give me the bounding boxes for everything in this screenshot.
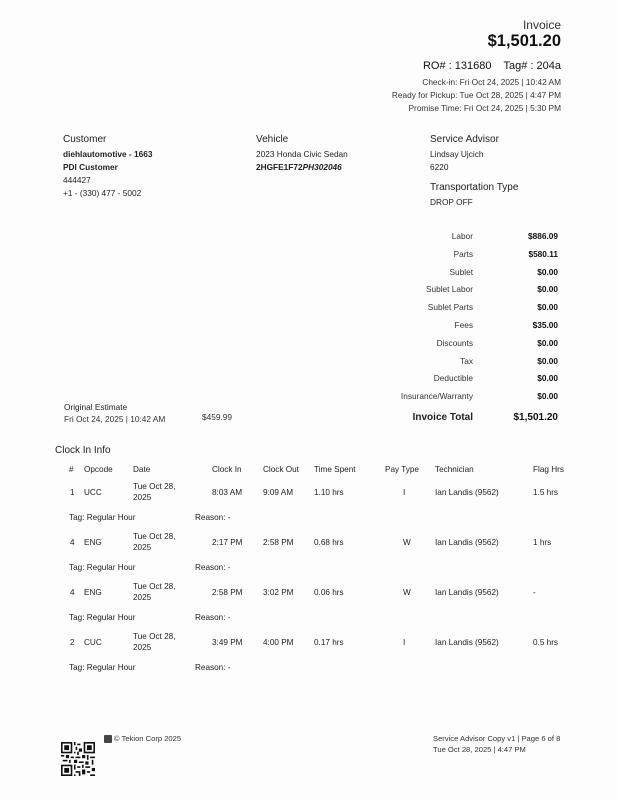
totals-value: $0.00 (537, 284, 558, 295)
column-header: Time Spent (314, 465, 356, 474)
tekion-logo-icon (104, 735, 112, 743)
row-flag-hrs: 1 hrs (533, 538, 552, 547)
row-reason: Reason: - (195, 563, 231, 572)
totals-label: Deductible (433, 373, 473, 384)
row-clock-in: 3:49 PM (212, 638, 243, 647)
ro-tag-line (423, 60, 561, 72)
vehicle-vin (256, 161, 348, 174)
row-tag: Tag: Regular Hour (69, 663, 136, 672)
column-header: Date (133, 465, 151, 474)
invoice-total-value: $1,501.20 (513, 412, 558, 423)
totals-value: $0.00 (537, 337, 558, 348)
row-flag-hrs: 1.5 hrs (533, 488, 559, 497)
advisor-block (430, 134, 499, 174)
totals-label: Parts (453, 248, 473, 259)
customer-phone: +1 - (330) 477 - 5002 (63, 188, 142, 198)
row-flag-hrs: 0.5 hrs (533, 638, 559, 647)
row-technician: Ian Landis (9562) (435, 588, 499, 597)
row-time-spent: 1.10 hrs (314, 488, 344, 497)
totals-value: $0.00 (537, 302, 558, 313)
row-opcode: CUC (84, 638, 102, 647)
row-date: Tue Oct 28, (133, 582, 176, 591)
row-tag: Tag: Regular Hour (69, 513, 136, 522)
totals-value: $0.00 (537, 266, 558, 277)
column-header: Clock In (212, 465, 242, 474)
estimate-heading: Original Estimate (64, 402, 128, 412)
column-header: # (69, 465, 74, 474)
ro-number: RO# : 131680 (422, 60, 492, 72)
row-number: 1 (70, 488, 75, 497)
totals-row (380, 373, 558, 387)
column-header: Pay Type (385, 465, 419, 474)
column-header: Flag Hrs (533, 465, 564, 474)
row-date-year: 2025 (133, 593, 152, 602)
promise-time: Promise Time: Fri Oct 24, 2025 | 5:30 PM (408, 103, 561, 113)
row-pay-type: W (403, 538, 411, 547)
estimate-block (64, 402, 165, 424)
row-number: 4 (70, 538, 75, 547)
totals-row (380, 391, 558, 405)
row-reason: Reason: - (195, 613, 231, 622)
customer-heading: Customer (63, 134, 107, 145)
printed-time: Tue Oct 28, 2025 | 4:47 PM (433, 745, 526, 754)
row-reason: Reason: - (195, 513, 231, 522)
column-header: Technician (435, 465, 474, 474)
row-number: 2 (70, 638, 75, 647)
row-technician: Ian Landis (9562) (435, 488, 499, 497)
checkin-time: Check-in: Fri Oct 24, 2025 | 10:42 AM (422, 77, 561, 87)
row-pay-type: W (403, 588, 411, 597)
row-opcode: UCC (84, 488, 102, 497)
totals-label: Tax (460, 355, 473, 366)
totals-row (380, 320, 558, 334)
row-date-year: 2025 (133, 643, 152, 652)
header-total-amount: $1,501.20 (487, 32, 561, 50)
row-clock-out: 4:00 PM (263, 638, 294, 647)
row-pay-type: I (403, 488, 406, 497)
totals-row (380, 231, 558, 245)
totals-row (380, 249, 558, 263)
row-clock-out: 2:58 PM (263, 538, 294, 547)
transport-block (430, 182, 518, 209)
vehicle-block (256, 134, 348, 174)
column-header: Clock Out (263, 465, 299, 474)
row-pay-type: I (403, 638, 406, 647)
transport-heading: Transportation Type (430, 182, 519, 193)
row-clock-out: 9:09 AM (263, 488, 294, 497)
totals-label: Sublet Labor (425, 284, 473, 295)
customer-number: 444427 (63, 175, 91, 185)
totals-label: Fees (454, 320, 473, 330)
row-technician: Ian Landis (9562) (435, 538, 499, 547)
row-date: Tue Oct 28, (133, 482, 176, 491)
vehicle-model: 2023 Honda Civic Sedan (256, 149, 348, 159)
column-header: Opcode (84, 465, 113, 474)
row-flag-hrs: - (533, 588, 536, 597)
row-clock-in: 8:03 AM (212, 488, 243, 497)
invoice-total-row (380, 412, 558, 428)
totals-label: Insurance/Warranty (400, 391, 473, 402)
row-clock-in: 2:17 PM (212, 538, 243, 547)
vin-prefix: 2HGFE1F72 (256, 162, 303, 172)
row-opcode: ENG (84, 588, 102, 597)
document-title: Invoice (522, 18, 561, 32)
totals-row (380, 338, 558, 352)
qr-code (61, 742, 95, 776)
estimate-amount: $459.99 (202, 412, 232, 422)
totals-value: $0.00 (537, 355, 558, 366)
row-time-spent: 0.68 hrs (314, 538, 344, 547)
advisor-name: Lindsay Ujcich (430, 149, 484, 159)
row-clock-in: 2:58 PM (212, 588, 243, 597)
totals-row (380, 267, 558, 281)
row-opcode: ENG (84, 538, 102, 547)
totals-label: Labor (451, 231, 473, 241)
totals-value: $35.00 (532, 320, 558, 330)
totals-value: $0.00 (537, 391, 558, 402)
totals-value: $580.11 (528, 248, 558, 259)
row-technician: Ian Landis (9562) (435, 638, 499, 647)
totals-label: Discounts (436, 337, 473, 348)
clock-in-heading: Clock In Info (55, 445, 111, 456)
advisor-id: 6220 (430, 162, 449, 172)
ready-time: Ready for Pickup: Tue Oct 28, 2025 | 4:47 PM (391, 90, 561, 100)
totals-row (380, 284, 558, 298)
vin-suffix: PH302046 (302, 162, 342, 172)
row-number: 4 (70, 588, 75, 597)
tag-number: Tag# : 204a (503, 60, 561, 72)
vehicle-heading: Vehicle (256, 134, 289, 145)
totals-row (380, 302, 558, 316)
customer-name: diehlautomotive - 1663 (63, 149, 153, 159)
totals-label: Sublet (449, 266, 473, 277)
row-date: Tue Oct 28, (133, 632, 176, 641)
row-time-spent: 0.06 hrs (314, 588, 344, 597)
totals-value: $886.09 (528, 231, 558, 241)
row-tag: Tag: Regular Hour (69, 563, 136, 572)
estimate-date: Fri Oct 24, 2025 | 10:42 AM (64, 414, 166, 424)
copy-page-info: Service Advisor Copy v1 | Page 6 of 8 (433, 734, 561, 743)
copyright-text: © Tekion Corp 2025 (114, 734, 182, 743)
totals-value: $0.00 (537, 373, 558, 384)
row-time-spent: 0.17 hrs (314, 638, 344, 647)
invoice-total-label: Invoice Total (412, 412, 473, 423)
row-date-year: 2025 (133, 493, 152, 502)
totals-label: Sublet Parts (427, 302, 473, 313)
transport-value: DROP OFF (430, 197, 473, 207)
row-date: Tue Oct 28, (133, 532, 176, 541)
customer-block (63, 134, 152, 200)
advisor-heading: Service Advisor (430, 134, 499, 145)
row-date-year: 2025 (133, 543, 152, 552)
row-reason: Reason: - (195, 663, 231, 672)
customer-type: PDI Customer (63, 162, 118, 172)
totals-row (380, 356, 558, 370)
row-tag: Tag: Regular Hour (69, 613, 136, 622)
row-clock-out: 3:02 PM (263, 588, 294, 597)
